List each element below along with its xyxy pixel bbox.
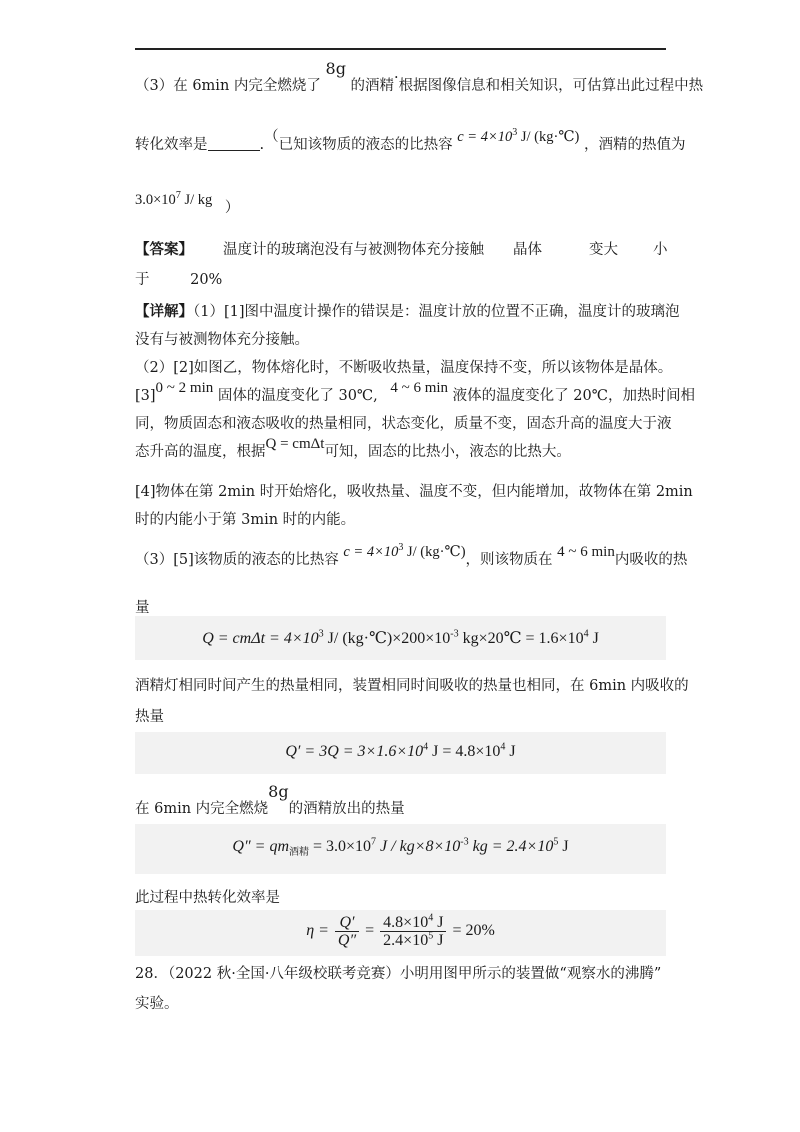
answer-blank	[208, 136, 260, 151]
equation-1	[135, 628, 666, 648]
eq2-mid: J = 4.8×10	[428, 743, 501, 760]
q3-line1	[135, 59, 704, 96]
equation-box-4	[135, 910, 666, 956]
eq3-mid: = 3.0×10	[309, 838, 372, 855]
detail-p3-a: [3]	[135, 388, 156, 404]
q3-q-value: 3.0×10	[135, 192, 176, 208]
eq4-d2b: J	[433, 932, 444, 949]
detail-p3-formula: Q = cmΔt	[265, 436, 325, 452]
detail-p4a: [4]物体在第 2min 时开始熔化，吸收热量、温度不变，但内能增加，故物体在第 2min	[135, 484, 693, 500]
eq4-n2	[380, 914, 446, 932]
text-burn-b: 的酒精放出的热量	[288, 801, 405, 817]
detail-p5-a: （3）[5]该物质的液态的比热容	[135, 552, 339, 568]
answer-label: 【答案】	[135, 241, 193, 258]
q3-mid: 的酒精	[350, 78, 395, 94]
q3-line2-e: ，酒精的热值为	[583, 137, 686, 153]
detail-p1a-text: （1）[1]图中温度计操作的错误是：温度计放的位置不正确，温度计的玻璃泡	[193, 304, 680, 320]
question-28-line1: 28．（2022 秋·全国·八年级校联考竞赛）小明用图甲所示的装置做“观察水的沸腾”	[135, 966, 662, 982]
q3-q-unit: J/ kg	[180, 192, 213, 208]
equation-box-3	[135, 824, 666, 874]
equation-box-1	[135, 616, 666, 660]
detail-p3-b: 固体的温度变化了 30℃,	[217, 388, 378, 404]
detail-p3-c: 液体的温度变化了 20℃，加热时间相	[452, 388, 695, 404]
equation-box-2	[135, 732, 666, 774]
eq4-d2	[380, 932, 446, 949]
eq4-n1: Q′	[335, 914, 359, 932]
detail-p3-line3-b: 可知，固态的比热小，液态的比热大。	[324, 444, 571, 460]
answer-4a: 小	[653, 242, 668, 258]
eq3-e3: 5	[553, 836, 559, 848]
eq3-rhs: J	[558, 838, 569, 855]
answer-1: 温度计的玻璃泡没有与被测物体充分接触	[223, 242, 484, 258]
detail-p5-c-exp: 3	[398, 542, 404, 554]
detail-p5-range: 4 ~ 6 min	[557, 544, 615, 560]
text-lamp-a: 酒精灯相同时间产生的热量相同，装置相同时间吸收的热量也相同，在 6min 内吸收的	[135, 678, 689, 694]
eq3-sub: 酒精	[289, 847, 309, 859]
eq4-n2e: 4	[428, 912, 434, 924]
eq3-lhs: Q″ = qm	[232, 838, 289, 855]
eq1-m1: J/ (kg·℃)×200×10	[323, 630, 451, 647]
eq4-eq: =	[361, 922, 379, 940]
q3-line2-a: 转化效率是	[135, 137, 208, 153]
eq2-e1: 4	[423, 741, 429, 753]
detail-p3-range2: 4 ~ 6 min	[390, 380, 449, 396]
eq1-m2: kg×20℃ = 1.6×10	[458, 630, 584, 647]
q3-open-paren: （	[264, 129, 279, 145]
q3-c-unit: J/ (kg·℃)	[517, 129, 580, 145]
eq2-rhs: J	[505, 743, 516, 760]
text-burn	[135, 782, 405, 819]
answer-4b: 于	[135, 272, 150, 288]
q3-q-exp: 7	[175, 190, 181, 202]
q3-mass: 8g	[325, 59, 346, 78]
detail-p1a	[135, 302, 680, 322]
eq2-lhs: Q′ = 3Q = 3×1.6×10	[285, 743, 424, 760]
detail-p4b: 时的内能小于第 3min 时的内能。	[135, 512, 356, 528]
eq4-lhs: η =	[306, 922, 333, 940]
q3-c-formula: c = 4×10	[457, 129, 513, 145]
text-efficiency: 此过程中热转化效率是	[135, 890, 280, 906]
detail-p5-d: 内吸收的热	[614, 552, 688, 568]
q3-fuel-value	[135, 192, 212, 208]
detail-p5-b: ，则该物质在	[465, 552, 553, 568]
answer-3: 变大	[589, 242, 618, 258]
eq2-e2: 4	[500, 741, 506, 753]
eq1-e3: 4	[583, 628, 589, 640]
q3-line2	[135, 127, 686, 155]
q3-heat-capacity	[457, 129, 579, 145]
detail-p5-line1	[135, 542, 688, 570]
detail-p5-c-text: c = 4×10	[343, 544, 399, 560]
answer-2: 晶体	[513, 242, 542, 258]
detail-p3-line2: 同，物质固态和液态吸收的热量相同，状态变化，质量不变，固态升高的温度大于液	[135, 416, 672, 432]
eq3-e1: 7	[371, 836, 377, 848]
eq3-m2: kg = 2.4×10	[468, 838, 554, 855]
eq1-lhs: Q = cmΔt = 4×10	[202, 630, 319, 647]
answer-5: 20%	[190, 272, 223, 288]
top-rule	[135, 48, 666, 50]
answer-line1	[135, 240, 666, 260]
equation-4	[135, 914, 666, 949]
detail-p3-line3	[135, 436, 571, 462]
q3-line2-d: 已知该物质的液态的比热容	[278, 137, 453, 153]
q3-close-paren: ）	[224, 200, 240, 216]
q3-prefix: （3）在 6min 内完全燃烧了	[135, 78, 321, 94]
answer-line2	[135, 270, 222, 290]
eq4-n2a: 4.8×10	[383, 914, 429, 931]
detail-p5-line2: 量	[135, 600, 150, 616]
eq4-n2b: J	[433, 914, 444, 931]
eq1-rhs: J	[588, 630, 599, 647]
detail-p1b: 没有与被测物体充分接触。	[135, 332, 309, 348]
eq1-e2: -3	[450, 628, 459, 640]
detail-p3-line3-a: 态升高的温度，根据	[135, 444, 266, 460]
equation-2	[135, 743, 666, 761]
text-burn-a: 在 6min 内完全燃烧	[135, 801, 269, 817]
eq4-rhs: = 20%	[448, 922, 495, 940]
detail-p3-line1	[135, 380, 695, 406]
eq4-d2e: 5	[428, 930, 434, 942]
detail-p3-range1: 0 ~ 2 min	[155, 380, 214, 396]
eq4-d2a: 2.4×10	[383, 932, 429, 949]
eq1-e1: 3	[318, 628, 324, 640]
q3-line3	[135, 190, 240, 216]
q3-line2-b: .	[259, 137, 265, 153]
eq4-d1: Q″	[337, 932, 357, 949]
q3-c-exp: 3	[512, 127, 518, 139]
q3-dot: ·	[394, 70, 399, 86]
question-28-line2: 实验。	[135, 996, 179, 1012]
eq4-frac1	[335, 914, 359, 949]
detail-p5-c-unit: J/ (kg·℃)	[403, 544, 466, 560]
detail-p5-c	[343, 544, 465, 560]
eq4-frac2	[380, 914, 446, 949]
eq3-e2: -3	[460, 836, 469, 848]
equation-3	[135, 836, 666, 859]
detail-label: 【详解】	[135, 303, 193, 320]
eq3-m1: J / kg×8×10	[376, 838, 461, 855]
q3-suffix: 根据图像信息和相关知识，可估算出此过程中热	[398, 78, 704, 94]
text-burn-mass: 8g	[268, 782, 289, 801]
detail-p2: （2）[2]如图乙，物体熔化时，不断吸收热量，温度保持不变，所以该物体是晶体。	[135, 360, 673, 376]
text-lamp-b: 热量	[135, 709, 164, 725]
